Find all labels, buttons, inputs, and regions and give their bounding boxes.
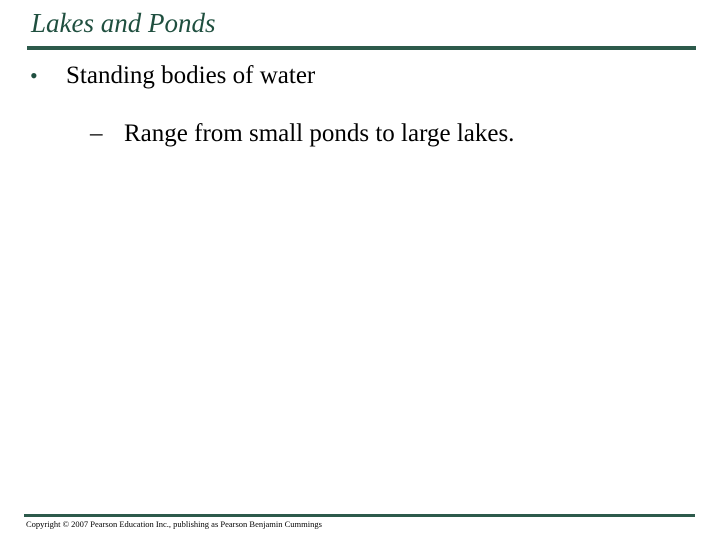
bullet-text: Standing bodies of water [66, 62, 316, 89]
sub-bullet-marker: – [90, 120, 103, 147]
title-divider [27, 46, 696, 50]
bullet-item [30, 62, 315, 90]
footer-divider [24, 514, 695, 517]
copyright-footer: Copyright © 2007 Pearson Education Inc., publishing as Pearson Benjamin Cummings [26, 519, 322, 529]
slide-title: Lakes and Ponds [31, 8, 216, 38]
sub-bullet-text: Range from small ponds to large lakes. [124, 120, 515, 147]
sub-bullet-item [90, 120, 514, 148]
bullet-marker: • [30, 63, 38, 88]
